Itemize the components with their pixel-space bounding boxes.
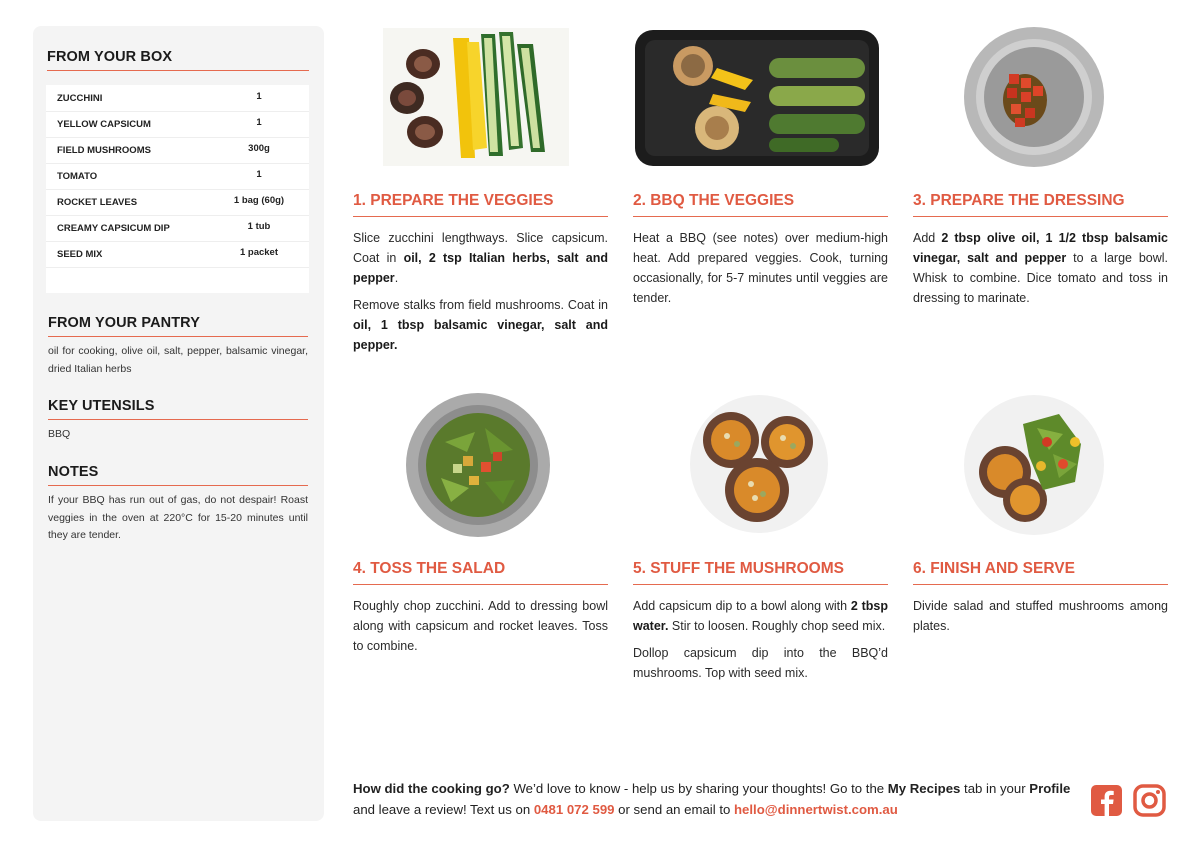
ingredient-qty: 1 [256, 117, 262, 128]
step-4-body: Roughly chop zucchini. Add to dressing bowl along with capsicum and rocket leaves. Toss to combine. [353, 599, 608, 653]
divider [353, 216, 608, 217]
ingredient-row [46, 163, 309, 190]
step-3-photo [963, 26, 1105, 168]
step-2-body: Heat a BBQ (see notes) over medium-high heat. Add prepared veggies. Cook, turning occasionally, for 5-7 minutes until veggies are tender. [633, 231, 888, 305]
ingredient-row [46, 241, 309, 268]
utensils-text: BBQ [48, 428, 71, 440]
pantry-text: oil for cooking, olive oil, salt, pepper, balsamic vinegar, dried Italian herbs [48, 345, 308, 375]
ingredient-qty: 1 packet [239, 247, 279, 258]
step-2-title: 2. BBQ THE VEGGIES [633, 192, 795, 209]
phone-link[interactable]: 0481 072 599 [533, 802, 615, 817]
ingredient-name: TOMATO [57, 171, 98, 182]
step-3-title: 3. PREPARE THE DRESSING [913, 192, 1125, 209]
divider [48, 485, 308, 486]
step-1-body: Slice zucchini lengthways. Slice capsicum. Coat in oil, 2 tsp Italian herbs, salt and pepper. Remove stalks from field mushrooms. Coat in oil, 1 tbsp balsamic vinegar, salt and pepper. [353, 231, 608, 352]
ingredient-row [46, 215, 309, 242]
divider [633, 584, 888, 585]
step-5-title: 5. STUFF THE MUSHROOMS [633, 560, 844, 577]
divider [353, 584, 608, 585]
pantry-heading: FROM YOUR PANTRY [48, 315, 200, 331]
ingredient-name: SEED MIX [57, 249, 103, 260]
ingredient-qty: 1 [256, 91, 262, 102]
step-6-body: Divide salad and stuffed mushrooms among plates. [913, 599, 1168, 633]
divider [913, 216, 1168, 217]
ingredient-qty: 1 tub [247, 221, 271, 232]
ingredient-name: FIELD MUSHROOMS [57, 145, 151, 156]
step-5-body: Add capsicum dip to a bowl along with 2 tbsp water. Stir to loosen. Roughly chop seed mix. Dollop capsicum dip into the BBQ’d mushrooms. Top with seed mix. [633, 599, 888, 680]
footer-question: How did the cooking go? [353, 781, 510, 796]
ingredient-name: ROCKET LEAVES [57, 197, 138, 208]
my-recipes-label: My Recipes [887, 781, 961, 796]
step-1-photo [383, 28, 569, 166]
step-6-photo [963, 394, 1105, 536]
profile-label: Profile [1029, 781, 1071, 796]
ingredient-qty: 300g [248, 143, 270, 154]
step-5-photo [689, 394, 829, 534]
notes-heading: NOTES [48, 464, 99, 480]
step-4-photo [405, 392, 551, 538]
email-link[interactable]: hello@dinnertwist.com.au [734, 802, 898, 817]
ingredient-row [46, 189, 309, 216]
divider [47, 70, 309, 71]
ingredient-row [46, 85, 309, 112]
ingredient-row [46, 137, 309, 164]
ingredient-name: YELLOW CAPSICUM [57, 119, 151, 130]
feedback-footer: How did the cooking go? We’d love to know - help us by sharing your thoughts! Go to the My Recipes tab in your Profile and leave a review! Text us on 0481 072 599 or send an email to hello@dinnertwist.com.au [353, 781, 1071, 817]
divider [48, 336, 308, 337]
step-2-photo [633, 28, 881, 168]
box-heading: FROM YOUR BOX [47, 49, 173, 65]
instagram-icon[interactable] [1133, 784, 1166, 817]
ingredient-qty: 1 [256, 169, 262, 180]
ingredient-row [46, 111, 309, 138]
step-4-title: 4. TOSS THE SALAD [353, 560, 506, 577]
facebook-icon[interactable] [1090, 784, 1123, 817]
divider [48, 419, 308, 420]
sidebar [33, 26, 324, 821]
ingredient-name: ZUCCHINI [57, 93, 103, 104]
step-6-title: 6. FINISH AND SERVE [913, 560, 1075, 577]
notes-text: If your BBQ has run out of gas, do not despair! Roast veggies in the oven at 220°C for 15-20 minutes until they are tender. [48, 494, 308, 541]
divider [633, 216, 888, 217]
step-1-title: 1. PREPARE THE VEGGIES [353, 192, 554, 209]
ingredients-table [46, 85, 309, 293]
ingredient-name: CREAMY CAPSICUM DIP [57, 223, 170, 234]
ingredient-qty: 1 bag (60g) [233, 195, 285, 206]
utensils-heading: KEY UTENSILS [48, 398, 155, 414]
step-3-body: Add 2 tbsp olive oil, 1 1/2 tbsp balsamic vinegar, salt and pepper to a large bowl. Whisk to combine. Dice tomato and toss in dressing to marinate. [913, 231, 1169, 305]
divider [913, 584, 1168, 585]
